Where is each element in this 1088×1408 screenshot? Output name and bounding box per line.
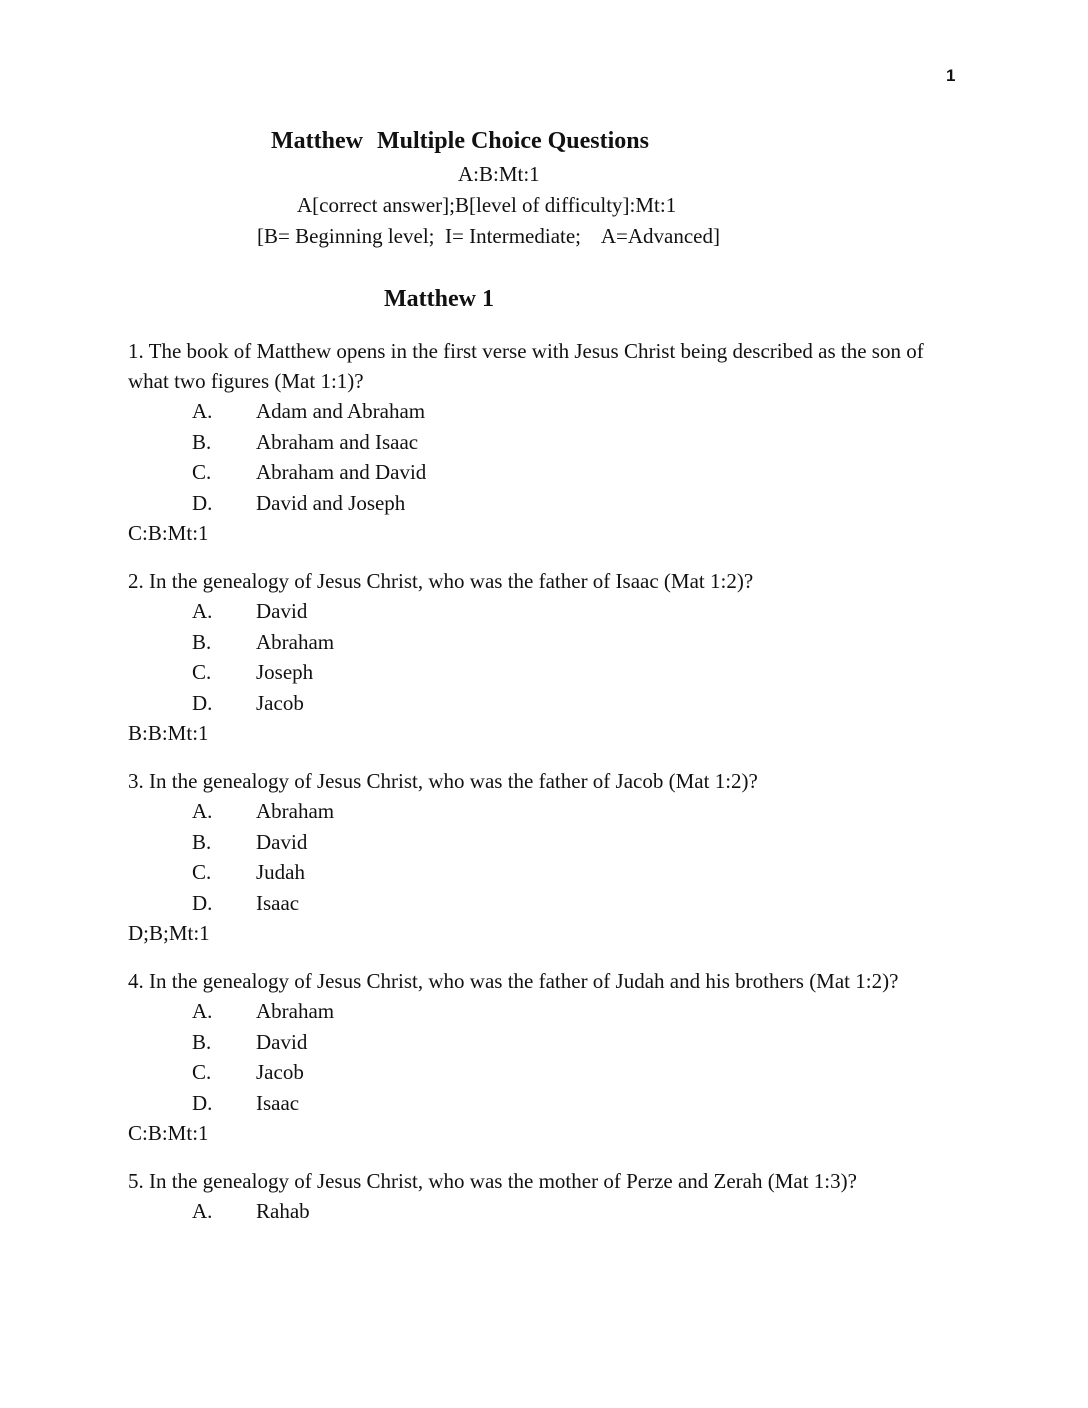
option-list	[128, 396, 958, 518]
option-letter: A.	[192, 799, 213, 823]
option-letter: B.	[192, 1029, 212, 1054]
document-title	[271, 128, 649, 155]
levels-legend: [B= Beginning level; I= Intermediate; A=Advanced]	[257, 224, 720, 248]
option-letter: D.	[192, 690, 213, 715]
option-text: David	[256, 1029, 308, 1054]
option-letter: B.	[192, 629, 212, 654]
option-text: Abraham and David	[256, 460, 427, 484]
option-item	[128, 996, 958, 1027]
option-item	[128, 488, 958, 519]
option-item	[128, 596, 958, 627]
answer-key: C:B:Mt:1	[128, 1121, 209, 1145]
option-text: Jacob	[256, 1060, 304, 1084]
option-letter: A.	[192, 999, 213, 1023]
option-item	[128, 457, 958, 488]
option-text: Abraham	[256, 799, 335, 823]
option-letter: A.	[192, 1199, 213, 1223]
question-5	[128, 1166, 958, 1227]
option-text: Jacob	[256, 690, 304, 715]
question-list	[128, 336, 958, 1245]
question-2	[128, 566, 958, 748]
title-part-2: Multiple Choice Questions	[376, 128, 649, 154]
option-list	[128, 796, 958, 918]
title-part-1: Matthew	[271, 128, 363, 154]
option-item	[128, 1196, 958, 1227]
option-letter: B.	[192, 429, 212, 454]
question-text: 5. In the genealogy of Jesus Christ, who was the mother of Perze and Zerah (Mat 1:3)?	[128, 1169, 857, 1193]
option-text: Judah	[256, 860, 305, 884]
question-text: 3. In the genealogy of Jesus Christ, who was the father of Jacob (Mat 1:2)?	[128, 769, 758, 793]
option-letter: A.	[192, 399, 213, 423]
option-item	[128, 427, 958, 458]
option-letter: C.	[192, 660, 212, 684]
question-text: 1. The book of Matthew opens in the first verse with Jesus Christ being described as the son of what two figures (Mat 1:1)?	[128, 339, 924, 393]
page-number: 1	[946, 66, 956, 85]
format-legend: A[correct answer];B[level of difficulty]:Mt:1	[297, 193, 677, 217]
option-item	[128, 827, 958, 858]
option-item	[128, 796, 958, 827]
option-text: Rahab	[256, 1199, 310, 1223]
option-text: Abraham	[256, 629, 335, 654]
option-letter: C.	[192, 860, 212, 884]
option-letter: B.	[192, 829, 212, 854]
answer-key: D;B;Mt:1	[128, 921, 210, 945]
option-letter: C.	[192, 460, 212, 484]
option-text: Abraham and Isaac	[256, 429, 419, 454]
question-1	[128, 336, 958, 548]
option-list	[128, 1196, 958, 1227]
question-4	[128, 966, 958, 1148]
option-letter: D.	[192, 890, 213, 915]
question-text: 4. In the genealogy of Jesus Christ, who was the father of Judah and his brothers (Mat 1:2)?	[128, 969, 899, 993]
option-text: Isaac	[256, 1090, 300, 1115]
option-letter: D.	[192, 490, 213, 515]
question-text: 2. In the genealogy of Jesus Christ, who was the father of Isaac (Mat 1:2)?	[128, 569, 754, 593]
option-list	[128, 596, 958, 718]
answer-key: C:B:Mt:1	[128, 521, 209, 545]
option-letter: C.	[192, 1060, 212, 1084]
option-item	[128, 1088, 958, 1119]
option-item	[128, 1027, 958, 1058]
option-item	[128, 396, 958, 427]
option-item	[128, 857, 958, 888]
option-list	[128, 996, 958, 1118]
option-text: Abraham	[256, 999, 335, 1023]
option-text: David	[256, 599, 308, 623]
chapter-title: Matthew 1	[384, 286, 494, 312]
option-letter: A.	[192, 599, 213, 623]
answer-key: B:B:Mt:1	[128, 721, 209, 745]
question-3	[128, 766, 958, 948]
option-item	[128, 888, 958, 919]
option-letter: D.	[192, 1090, 213, 1115]
option-text: Joseph	[256, 660, 314, 684]
option-text: Adam and Abraham	[256, 399, 426, 423]
option-item	[128, 627, 958, 658]
option-item	[128, 688, 958, 719]
option-text: David	[256, 829, 308, 854]
option-item	[128, 657, 958, 688]
option-text: Isaac	[256, 890, 300, 915]
option-text: David and Joseph	[256, 490, 406, 515]
format-line: A:B:Mt:1	[458, 162, 540, 186]
option-item	[128, 1057, 958, 1088]
